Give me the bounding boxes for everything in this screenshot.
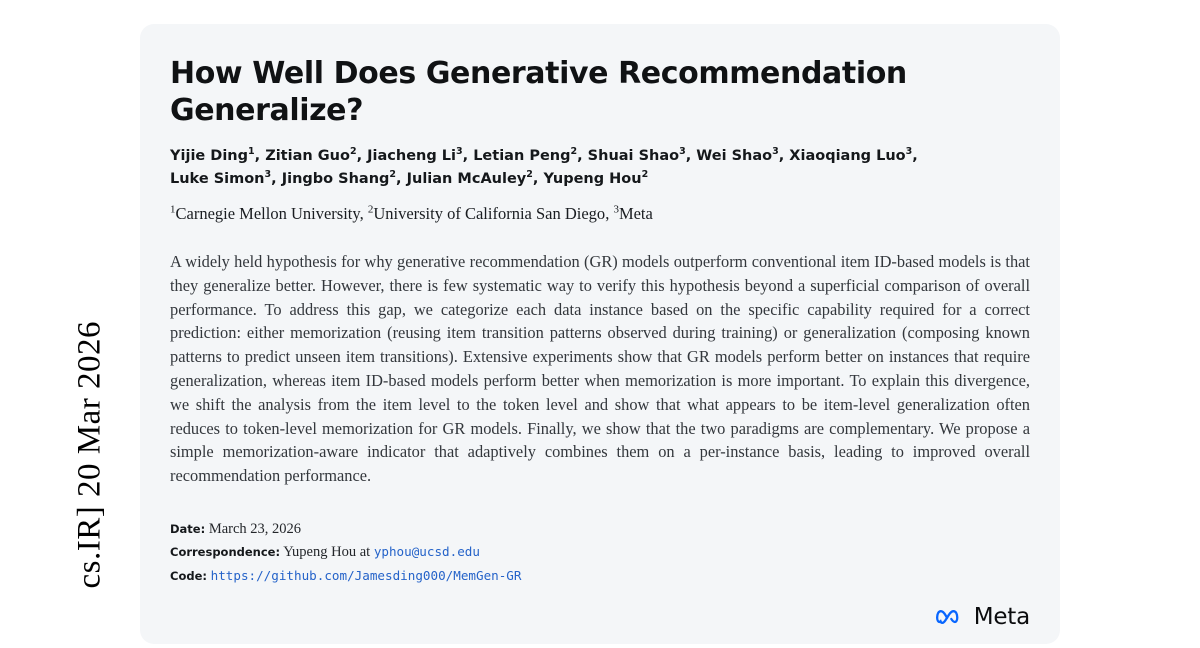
author-name: Zitian Guo [265,148,350,165]
correspondence-email-link[interactable]: yphou@ucsd.edu [373,544,480,560]
author-name: Yupeng Hou [543,170,642,187]
affiliation-name: University of California San Diego [373,204,606,224]
affiliation-index: 3 [613,203,619,216]
author-line-2: Luke Simon$^3$, Jingbo Shang$^2$, Julian McAuley$^2$, Yupeng Hou$^2$ [170,168,649,187]
meta-correspondence-name: Yupeng Hou at [283,544,371,561]
author-affil-ref: 2 [641,168,649,180]
affiliation-name: Meta [618,204,653,224]
author-list [170,145,1030,190]
meta-correspondence-label: Correspondence: [170,545,281,560]
author-affil-ref: 2 [570,146,578,158]
author-affil-ref: 2 [389,168,397,180]
author-name: Yijie Ding [170,148,249,165]
author-name: Wei Shao [696,148,773,165]
affiliation-list: $^1$Carnegie Mellon University, $^2$University of California San Diego, $^3$Meta [170,203,653,224]
meta-correspondence-row [170,541,1030,564]
meta-date-label: Date: [170,521,206,536]
meta-code-label: Code: [170,568,207,583]
author-name: Shuai Shao [587,148,680,165]
affiliation-name: Carnegie Mellon University [175,204,360,224]
affiliation-index: 1 [170,203,176,216]
meta-date-row [170,518,1030,541]
page-title: How Well Does Generative Recommendation Generalize? [170,56,907,128]
author-affil-ref: 3 [679,146,686,158]
author-name: Xiaoqiang Luo [789,148,906,165]
meta-brand-name: Meta [973,604,1030,630]
author-affil-ref: 2 [349,146,357,158]
meta-code-row [170,565,1030,588]
author-affil-ref: 2 [526,168,533,180]
arxiv-stamp-text: cs.IR] 20 Mar 2026 [71,321,108,589]
author-affil-ref: 1 [248,146,255,158]
code-repository-link[interactable]: https://github.com/Jamesding000/MemGen-GR [210,567,522,583]
paper-card [140,24,1060,644]
author-affil-ref: 3 [772,146,779,158]
author-name: Jiacheng Li [367,148,456,165]
author-name: Letian Peng [473,148,571,165]
author-name: Jingbo Shang [281,170,390,187]
author-affil-ref: 3 [264,168,272,180]
paper-meta [170,518,1030,588]
affiliation-index: 2 [367,203,374,216]
meta-date-value: March 23, 2026 [208,520,302,537]
author-name: Luke Simon [170,170,265,187]
author-affil-ref: 3 [905,146,913,158]
author-affil-ref: 3 [456,146,463,158]
arxiv-stamp [0,0,108,648]
meta-infinity-logo-icon [936,608,966,626]
abstract-text: A widely held hypothesis for why generative recommendation (GR) models outperform conventional item ID-based models is that they generalize better. However, there is few systematic way to verify this hypothesis beyond a superficial comparison of overall performance. To address this gap, we categorize each data instance based on the specific capability required for a correct prediction: either memorization (reusing item transition patterns observed during training) or generalization (composing known patterns to predict unseen item transitions). Extensive experiments show that GR models perform better on instances that require generalization, whereas item ID-based models perform better when memorization is more important. To explain this divergence, we shift the analysis from the item level to the token level and show that what appears to be item-level generalization often reduces to token-level memorization for GR models. Finally, we show that the two paradigms are complementary. We propose a simple memorization-aware indicator that adaptively combines them on a per-instance basis, leading to improved overall recommendation performance. [170,252,1030,486]
author-name: Julian McAuley [406,170,527,187]
meta-brand [936,604,1030,630]
author-line-1: Yijie Ding$^1$, Zitian Guo$^2$, Jiacheng Li$^3$, Letian Peng$^2$, Shuai Shao$^3$, Wei Shao$^3$, Xiaoqiang Luo$^3$, [170,146,918,165]
